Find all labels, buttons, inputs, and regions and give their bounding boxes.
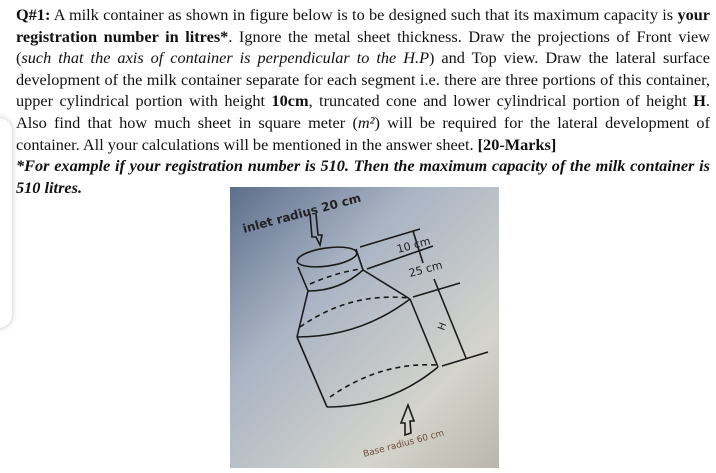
cone-height-label: 25 cm bbox=[407, 258, 444, 280]
footnote-text: *For example if your registration number is 510. Then the maximum capacity of the milk container is 510 litres. bbox=[16, 156, 710, 197]
top-height-label: 10 cm bbox=[395, 234, 432, 256]
text: . Ignore the metal sheet thickness. Draw the projections of Front view ( bbox=[16, 26, 710, 68]
text: ) and Top view. Draw the lateral surface development of the milk container separate for each segment i.e. there are three portions of this container, upper cylindrical portion with height bbox=[16, 48, 710, 111]
photo-background bbox=[230, 187, 499, 468]
text-bold: 10cm bbox=[271, 91, 309, 111]
question-paragraph bbox=[16, 4, 710, 155]
text: . Also find that how much sheet in square meter ( bbox=[16, 91, 710, 132]
base-radius-label: Base radius 60 cm bbox=[362, 428, 446, 460]
question-number: Q#1: bbox=[16, 5, 51, 24]
text-italic: m² bbox=[357, 112, 375, 132]
container-figure bbox=[230, 187, 499, 468]
text: A milk container as shown in figure below is to be designed such that its maximum capacity is bbox=[50, 5, 678, 24]
lower-height-label: H bbox=[436, 321, 450, 333]
text-bold: your registration number in litres* bbox=[16, 5, 710, 46]
text: ) will be required for the lateral development of container. All your calculations will be mentioned in the answer sheet. bbox=[16, 112, 710, 154]
question-text bbox=[16, 4, 710, 198]
text: , truncated cone and lower cylindrical portion of height bbox=[308, 91, 694, 111]
inlet-radius-label: inlet radius 20 cm bbox=[241, 190, 363, 236]
page-edge-shadow bbox=[0, 118, 12, 328]
text-italic: such that the axis of container is perpendicular to the H.P bbox=[21, 48, 430, 68]
marks-label: [20-Marks] bbox=[477, 134, 557, 154]
text-bold: H bbox=[693, 91, 706, 111]
